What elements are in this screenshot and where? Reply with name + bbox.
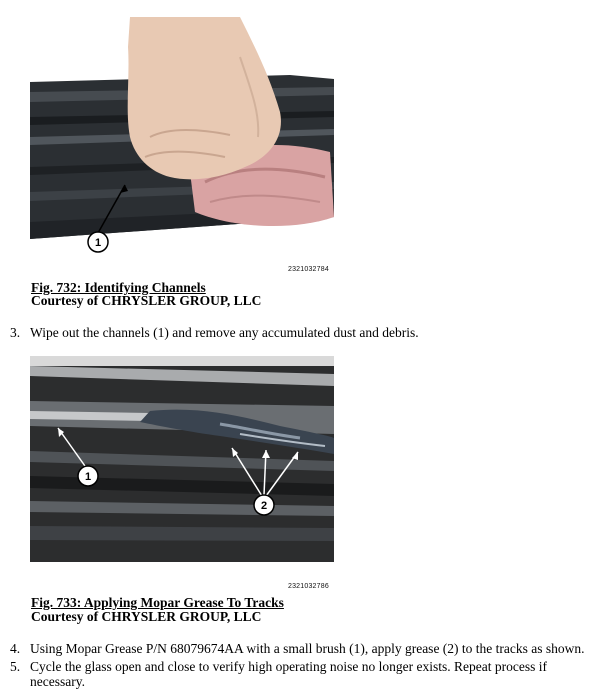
channels-photo: [30, 17, 334, 263]
grease-tracks-photo: [30, 356, 334, 562]
figure-732-image-id: 2321032784: [288, 266, 329, 273]
svg-text:2: 2: [260, 500, 268, 512]
figure-733-image-id: 2321032786: [288, 583, 329, 590]
step-number: 5.: [10, 659, 21, 674]
step-text: Using Mopar Grease P/N 68079674AA with a small brush (1), apply grease (2) to the tracks as shown.: [30, 641, 585, 656]
figure-732-title: Fig. 732: Identifying Channels: [31, 280, 206, 295]
figure-733-image: [30, 356, 334, 562]
svg-text:1: 1: [84, 471, 92, 483]
figure-732-credit: Courtesy of CHRYSLER GROUP, LLC: [31, 293, 262, 308]
step-text: Wipe out the channels (1) and remove any accumulated dust and debris.: [30, 325, 419, 340]
step-number: 4.: [10, 641, 21, 656]
figure-733-title: Fig. 733: Applying Mopar Grease To Tracks: [31, 595, 284, 610]
figure-732-image: [30, 17, 334, 263]
step-number: 3.: [10, 325, 21, 340]
step-text: Cycle the glass open and close to verify high operating noise no longer exists. Repeat process if necessary.: [30, 659, 547, 689]
svg-text:1: 1: [94, 237, 102, 249]
figure-733-credit: Courtesy of CHRYSLER GROUP, LLC: [31, 609, 262, 624]
